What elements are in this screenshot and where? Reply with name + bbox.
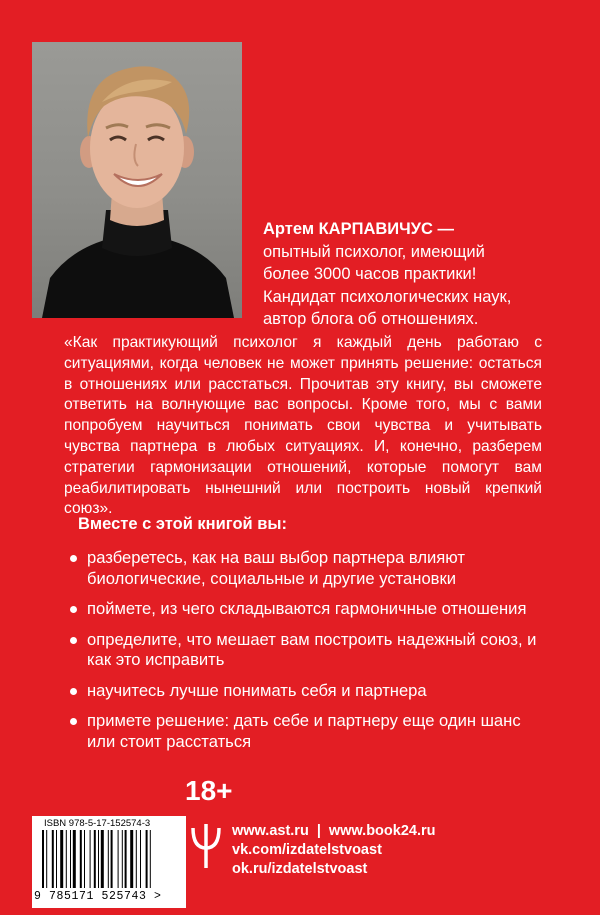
list-item — [70, 711, 540, 752]
barcode-bar — [140, 830, 141, 888]
age-rating: 18+ — [185, 775, 233, 806]
barcode-bar — [80, 830, 82, 888]
barcode-bars — [42, 830, 176, 890]
list-item — [70, 548, 540, 589]
bullet-icon — [70, 606, 77, 613]
barcode-bar — [136, 830, 137, 888]
link-vk[interactable]: vk.com/izdatelstvoast — [232, 842, 382, 858]
author-bio — [263, 218, 583, 331]
barcode-bar — [90, 830, 91, 888]
list-item-text: разберетесь, как на ваш выбор партнера влияют биологические, социальные и другие установки — [87, 548, 465, 588]
author-bio-line: более 3000 часов практики! — [263, 265, 477, 283]
link-ok[interactable]: ok.ru/izdatelstvoast — [232, 861, 368, 877]
barcode-bar — [111, 830, 113, 888]
bullet-icon — [70, 555, 77, 562]
bullets-heading: Вместе с этой книгой вы: — [78, 515, 287, 533]
link-ast[interactable]: www.ast.ru — [232, 823, 309, 839]
list-item-text: определите, что мешает вам построить надежный союз, и как это исправить — [87, 629, 537, 669]
list-item-text: научитесь лучше понимать себя и партнера — [87, 680, 427, 700]
barcode-bar — [46, 830, 47, 888]
list-item — [70, 599, 540, 620]
link-book24[interactable]: www.book24.ru — [328, 823, 436, 839]
author-bio-line: автор блога об отношениях. — [263, 310, 479, 328]
barcode-bar — [60, 830, 63, 888]
author-bio-line: опытный психолог, имеющий — [263, 242, 485, 261]
barcode-bar — [98, 830, 99, 888]
isbn-barcode — [32, 816, 186, 908]
publisher-links — [232, 822, 436, 879]
bullet-icon — [70, 637, 77, 644]
barcode-bar — [70, 830, 71, 888]
bullet-icon — [70, 718, 77, 725]
link-separator: | — [316, 823, 321, 839]
barcode-bar — [108, 830, 109, 888]
barcode-bar — [130, 830, 133, 888]
author-photo — [32, 42, 242, 318]
barcode-bar — [101, 830, 104, 888]
list-item — [70, 630, 540, 671]
list-item-text: примете решение: дать себе и партнеру еще один шанс или стоит расстаться — [87, 711, 521, 751]
author-quote: «Как практикующий психолог я каждый день работаю с ситуациями, когда человек не может принять решение: остаться в отношениях или расстаться. Прочитав эту книгу, вы сможете ответить на волнующие вас вопросы. Кроме того, мы с вами попробуем научиться понимать свои чувства и учитывать чувства партнера в любых ситуациях. И, конечно, разберем стратегии гармонизации отношений, которые помогут вам реабилитировать нынешний или построить новый крепкий союз». — [64, 334, 542, 518]
author-bio-line: Кандидат психологических наук, — [263, 287, 512, 306]
list-item-text: поймете, из чего складываются гармоничные отношения — [87, 599, 527, 618]
barcode-bar — [146, 830, 148, 888]
barcode-bar — [73, 830, 76, 888]
barcode-bar — [122, 830, 123, 888]
bullet-icon — [70, 688, 77, 695]
barcode-bar — [56, 830, 57, 888]
barcode-bar — [94, 830, 96, 888]
barcode-bar — [118, 830, 119, 888]
barcode-bar — [84, 830, 85, 888]
barcode-digits: 9 785171 525743 > — [34, 890, 162, 903]
isbn-number: ISBN 978-5-17-152574-3 — [44, 818, 151, 829]
author-name: Артем КАРПАВИЧУС — — [263, 220, 455, 238]
barcode-bar — [150, 830, 151, 888]
list-item — [70, 681, 540, 702]
barcode-bar — [125, 830, 127, 888]
benefits-list — [70, 548, 540, 762]
barcode-bar — [66, 830, 67, 888]
barcode-bar — [42, 830, 44, 888]
psi-logo-icon — [190, 822, 222, 870]
barcode-bar — [52, 830, 54, 888]
